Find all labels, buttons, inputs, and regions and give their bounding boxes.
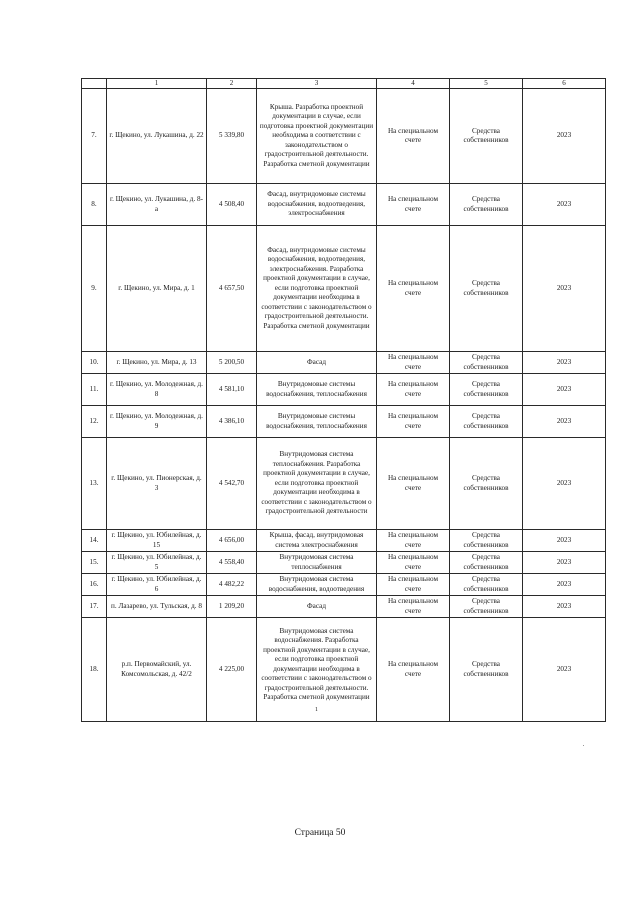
address-cell: р.п. Первомайский, ул. Комсомольская, д. 42/2 (107, 618, 207, 722)
funding-source-cell: Средства собственников (450, 596, 523, 618)
table-row (82, 184, 606, 226)
table-row (82, 574, 606, 596)
cost-cell: 4 386,10 (207, 406, 257, 438)
year-cell: 2023 (523, 438, 606, 530)
works-cell: Крыша. Разработка проектной документации в случае, если подготовка проектной документации необходима в соответствии с законодательством о градостроительной деятельности. Разработка сметной документации (257, 89, 377, 184)
funding-source-cell: Средства собственников (450, 438, 523, 530)
table-row (82, 530, 606, 552)
address-cell: г. Щекино, ул. Лукашина, д. 8-а (107, 184, 207, 226)
address-cell: п. Лазарево, ул. Тульская, д. 8 (107, 596, 207, 618)
row-number: 14. (82, 530, 107, 552)
works-cell: Фасад (257, 352, 377, 374)
year-cell: 2023 (523, 226, 606, 352)
row-number: 15. (82, 552, 107, 574)
account-cell: На специальном счете (377, 618, 450, 722)
works-cell: Внутридомовая система водоснабжения, водоотведения (257, 574, 377, 596)
account-cell: На специальном счете (377, 374, 450, 406)
funding-source-cell: Средства собственников (450, 618, 523, 722)
address-cell: г. Щекино, ул. Юбилейная, д. 6 (107, 574, 207, 596)
account-cell: На специальном счете (377, 352, 450, 374)
account-cell: На специальном счете (377, 89, 450, 184)
address-cell: г. Щекино, ул. Юбилейная, д. 15 (107, 530, 207, 552)
year-cell: 2023 (523, 89, 606, 184)
funding-source-cell: Средства собственников (450, 406, 523, 438)
row-number: 8. (82, 184, 107, 226)
address-cell: г. Щекино, ул. Лукашина, д. 22 (107, 89, 207, 184)
address-cell: г. Щекино, ул. Мира, д. 1 (107, 226, 207, 352)
works-cell: Внутридомовые системы водоснабжения, теплоснабжения (257, 374, 377, 406)
account-cell: На специальном счете (377, 184, 450, 226)
account-cell: На специальном счете (377, 438, 450, 530)
column-number-cell: 5 (450, 79, 523, 89)
year-cell: 2023 (523, 552, 606, 574)
cost-cell: 4 581,10 (207, 374, 257, 406)
year-cell: 2023 (523, 374, 606, 406)
funding-source-cell: Средства собственников (450, 352, 523, 374)
cost-cell: 4 225,00 (207, 618, 257, 722)
funding-source-cell: Средства собственников (450, 552, 523, 574)
table-row (82, 618, 606, 722)
cost-cell: 4 508,40 (207, 184, 257, 226)
row-number: 9. (82, 226, 107, 352)
funding-source-cell: Средства собственников (450, 530, 523, 552)
works-cell: Крыша, фасад, внутридомовая система электроснабжения (257, 530, 377, 552)
page-number: Страница 50 (294, 828, 346, 838)
works-cell: Внутридомовая система теплоснабжения. Разработка проектной документации в случае, если подготовка проектной документации необходима в соответствии с законодательством о градостроительной деятельности (257, 438, 377, 530)
table-row (82, 596, 606, 618)
funding-source-cell: Средства собственников (450, 574, 523, 596)
works-cell (257, 618, 377, 722)
year-cell: 2023 (523, 530, 606, 552)
stray-mark: 1 (315, 706, 318, 713)
row-number: 11. (82, 374, 107, 406)
table-row (82, 406, 606, 438)
row-number: 10. (82, 352, 107, 374)
year-cell: 2023 (523, 574, 606, 596)
funding-source-cell: Средства собственников (450, 226, 523, 352)
cost-cell: 5 200,50 (207, 352, 257, 374)
works-cell: Внутридомовые системы водоснабжения, теплоснабжения (257, 406, 377, 438)
row-number: 13. (82, 438, 107, 530)
account-cell: На специальном счете (377, 596, 450, 618)
row-number: 18. (82, 618, 107, 722)
works-cell: Фасад, внутридомовые системы водоснабжения, водоотведения, электроснабжения (257, 184, 377, 226)
column-number-cell: 1 (107, 79, 207, 89)
table-row (82, 438, 606, 530)
row-number: 12. (82, 406, 107, 438)
row-number: 16. (82, 574, 107, 596)
works-cell: Фасад (257, 596, 377, 618)
cost-cell: 4 558,40 (207, 552, 257, 574)
cost-cell: 4 657,50 (207, 226, 257, 352)
address-cell: г. Щекино, ул. Пионерская, д. 3 (107, 438, 207, 530)
works-cell: Фасад, внутридомовые системы водоснабжения, водоотведения, электроснабжения. Разработка проектной документации в случае, если подготовка проектной документации необходима в соответствии с законодательством о градостроительной деятельности. Разработка сметной документации (257, 226, 377, 352)
cost-cell: 4 656,00 (207, 530, 257, 552)
column-number-cell: 6 (523, 79, 606, 89)
account-cell: На специальном счете (377, 574, 450, 596)
table-row (82, 226, 606, 352)
column-number-row (82, 79, 606, 89)
repair-schedule-table (81, 78, 606, 722)
cost-cell: 1 209,20 (207, 596, 257, 618)
works-text: Внутридомовая система водоснабжения. Разработка проектной документации в случае, если подготовка проектной документации необходима в соответствии с законодательством о градостроительной деятельности. Разработка сметной документации (261, 626, 372, 702)
scan-speck (583, 745, 584, 746)
account-cell: На специальном счете (377, 552, 450, 574)
works-cell: Внутридомовая система теплоснабжения (257, 552, 377, 574)
table-row (82, 89, 606, 184)
column-number-cell: 2 (207, 79, 257, 89)
account-cell: На специальном счете (377, 530, 450, 552)
address-cell: г. Щекино, ул. Мира, д. 13 (107, 352, 207, 374)
funding-source-cell: Средства собственников (450, 374, 523, 406)
year-cell: 2023 (523, 352, 606, 374)
year-cell: 2023 (523, 596, 606, 618)
cost-cell: 4 542,70 (207, 438, 257, 530)
funding-source-cell: Средства собственников (450, 89, 523, 184)
funding-source-cell: Средства собственников (450, 184, 523, 226)
table-row (82, 352, 606, 374)
row-number: 17. (82, 596, 107, 618)
address-cell: г. Щекино, ул. Юбилейная, д. 5 (107, 552, 207, 574)
column-number-cell: 4 (377, 79, 450, 89)
cost-cell: 4 482,22 (207, 574, 257, 596)
account-cell: На специальном счете (377, 406, 450, 438)
year-cell: 2023 (523, 184, 606, 226)
table-row (82, 552, 606, 574)
table-row (82, 374, 606, 406)
year-cell: 2023 (523, 618, 606, 722)
address-cell: г. Щекино, ул. Молодежная, д. 8 (107, 374, 207, 406)
column-number-cell: 3 (257, 79, 377, 89)
account-cell: На специальном счете (377, 226, 450, 352)
row-number: 7. (82, 89, 107, 184)
column-number-cell (82, 79, 107, 89)
cost-cell: 5 339,80 (207, 89, 257, 184)
year-cell: 2023 (523, 406, 606, 438)
address-cell: г. Щекино, ул. Молодежная, д. 9 (107, 406, 207, 438)
